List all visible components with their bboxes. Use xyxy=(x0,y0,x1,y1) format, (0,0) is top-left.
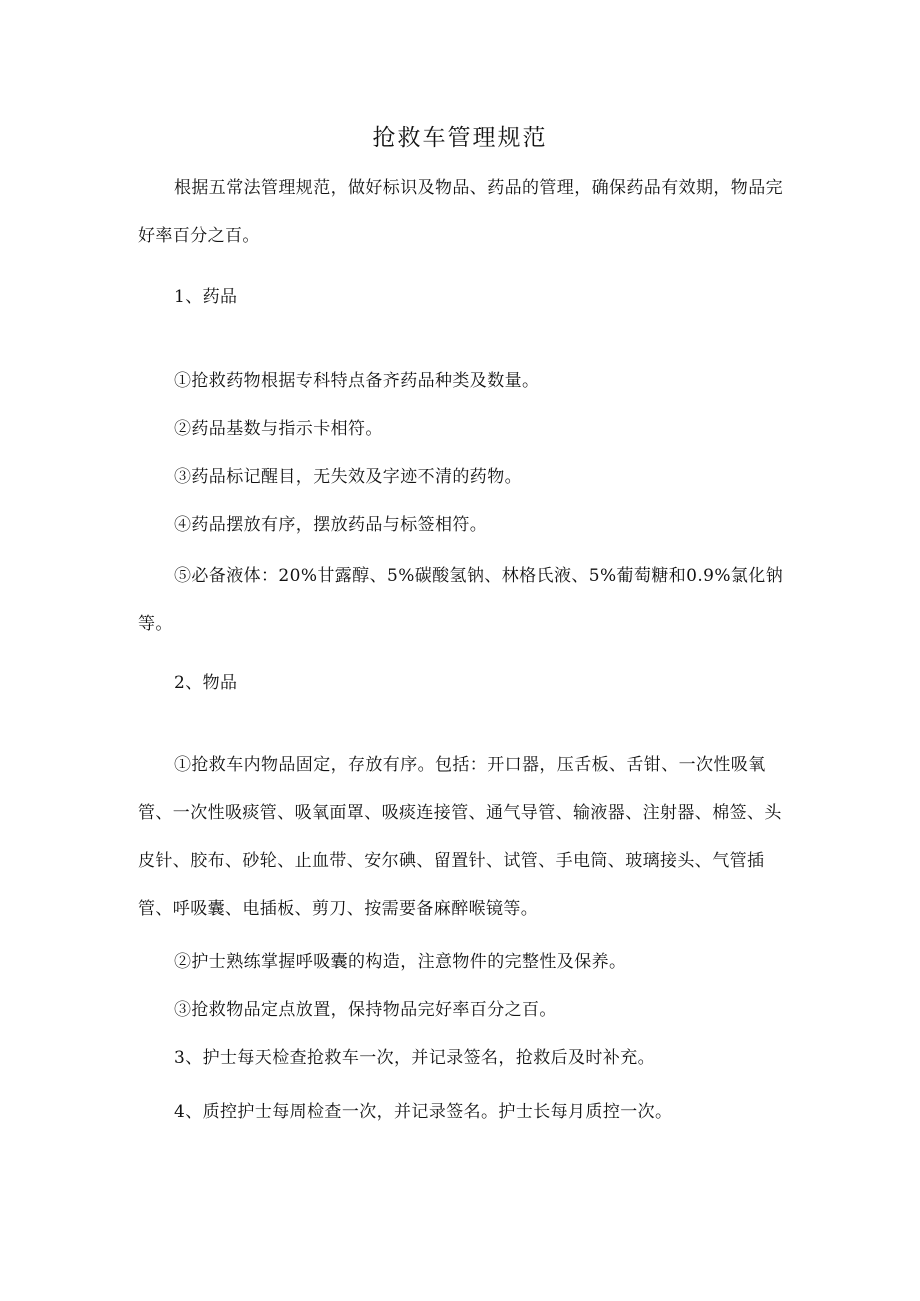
section-heading-supplies: 2、物品 xyxy=(174,673,238,693)
rule-item-4: 4、质控护士每周检查一次，并记录签名。护士长每月质控一次。 xyxy=(174,1102,673,1122)
medicine-item-3: ③药品标记醒目，无失效及字迹不清的药物。 xyxy=(174,467,522,487)
page-title: 抢救车管理规范 xyxy=(372,125,548,151)
medicine-item-2: ②药品基数与指示卡相符。 xyxy=(174,419,383,439)
medicine-item-4: ④药品摆放有序，摆放药品与标签相符。 xyxy=(174,515,488,535)
section-heading-medicines: 1、药品 xyxy=(174,287,238,307)
medicine-item-5: ⑤必备液体：20%甘露醇、5%碳酸氢钠、林格氏液、5%葡萄糖和0.9%氯化钠等。 xyxy=(138,566,784,634)
intro-paragraph: 根据五常法管理规范，做好标识及物品、药品的管理，确保药品有效期，物品完好率百分之百。 xyxy=(138,178,783,246)
medicine-item-1: ①抢救药物根据专科特点备齐药品种类及数量。 xyxy=(174,371,540,391)
rule-item-3: 3、护士每天检查抢救车一次，并记录签名，抢救后及时补充。 xyxy=(174,1048,656,1068)
supply-item-3: ③抢救物品定点放置，保持物品完好率百分之百。 xyxy=(174,1000,557,1020)
supply-item-1: ①抢救车内物品固定，存放有序。包括：开口器，压舌板、舌钳、一次性吸氧管、一次性吸痰管、吸氧面罩、吸痰连接管、通气导管、输液器、注射器、棉签、头皮针、胶布、砂轮、止血带、安尔碘、留置针、试管、手电筒、玻璃接头、气管插管、呼吸囊、电插板、剪刀、按需要备麻醉喉镜等。 xyxy=(138,755,782,919)
supply-item-2: ②护士熟练掌握呼吸囊的构造，注意物件的完整性及保养。 xyxy=(174,952,627,972)
